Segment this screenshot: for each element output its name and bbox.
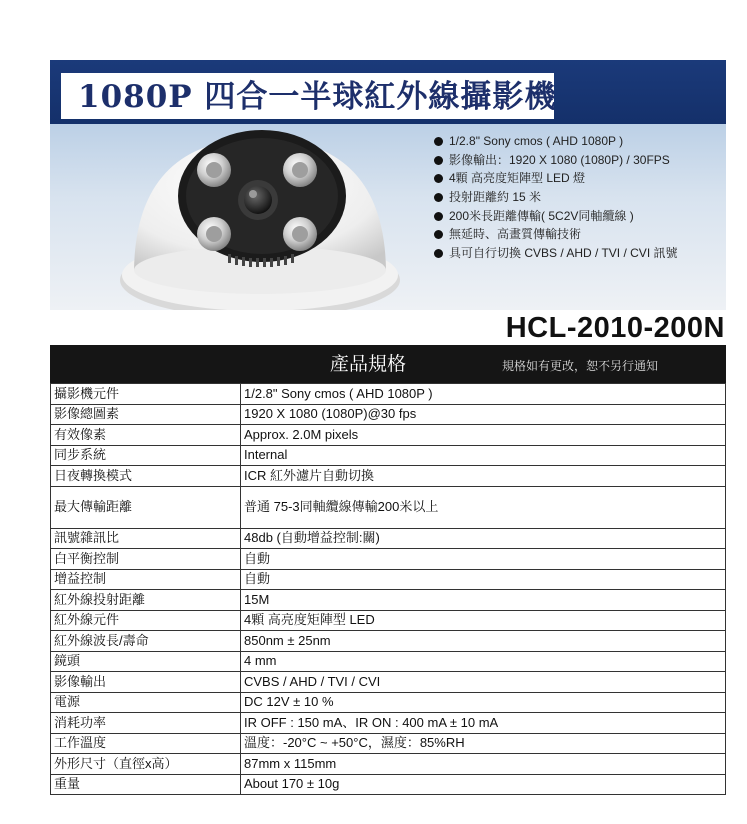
- spec-value: 15M: [241, 590, 726, 611]
- table-row: [51, 713, 726, 734]
- table-row: [51, 486, 726, 528]
- bullet-icon: [434, 230, 443, 239]
- spec-value: 850nm ± 25nm: [241, 631, 726, 652]
- spec-label: 增益控制: [51, 569, 241, 590]
- bullet-icon: [434, 193, 443, 202]
- spec-label: 白平衡控制: [51, 549, 241, 570]
- bullet-icon: [434, 137, 443, 146]
- feature-item: 無延時、高畫質傳輸技術: [434, 225, 734, 244]
- table-row: [51, 692, 726, 713]
- bullet-icon: [434, 249, 443, 258]
- table-row: [51, 404, 726, 425]
- model-number: HCL-2010-200N: [505, 312, 725, 344]
- spec-value: 4顆 高亮度矩陣型 LED: [241, 610, 726, 631]
- table-row: [51, 549, 726, 570]
- spec-label: 鏡頭: [51, 651, 241, 672]
- spec-label: 外形尺寸（直徑x高）: [51, 754, 241, 775]
- table-row: [51, 425, 726, 446]
- bullet-icon: [434, 156, 443, 165]
- spec-value: 48db (自動增益控制:關): [241, 528, 726, 549]
- spec-value: Approx. 2.0M pixels: [241, 425, 726, 446]
- spec-header: [50, 345, 726, 383]
- spec-label: 影像輸出: [51, 672, 241, 693]
- spec-label: 紅外線投射距離: [51, 590, 241, 611]
- spec-label: 紅外線元件: [51, 610, 241, 631]
- spec-value: IR OFF : 150 mA、IR ON : 400 mA ± 10 mA: [241, 713, 726, 734]
- spec-value: 4 mm: [241, 651, 726, 672]
- dome-camera-image: [116, 130, 404, 310]
- spec-label: 消耗功率: [51, 713, 241, 734]
- table-row: [51, 754, 726, 775]
- table-row: [51, 445, 726, 466]
- spec-label: 影像總圖素: [51, 404, 241, 425]
- table-row: [51, 672, 726, 693]
- table-row: [51, 733, 726, 754]
- spec-label: 最大傳輸距離: [51, 486, 241, 528]
- spec-label: 日夜轉換模式: [51, 466, 241, 487]
- spec-value: About 170 ± 10g: [241, 774, 726, 795]
- table-row: [51, 774, 726, 795]
- table-row: [51, 528, 726, 549]
- spec-value: 自動: [241, 549, 726, 570]
- table-row: [51, 631, 726, 652]
- feature-item: 200米長距離傳輸( 5C2V同軸纜線 ): [434, 207, 734, 226]
- spec-value: DC 12V ± 10 %: [241, 692, 726, 713]
- feature-item: 投射距離約 15 米: [434, 188, 734, 207]
- spec-value: 溫度：-20°C ~ +50°C，濕度：85%RH: [241, 733, 726, 754]
- spec-value: 1920 X 1080 (1080P)@30 fps: [241, 404, 726, 425]
- bullet-icon: [434, 174, 443, 183]
- spec-label: 電源: [51, 692, 241, 713]
- spec-value: 1/2.8" Sony cmos ( AHD 1080P ): [241, 384, 726, 405]
- spec-title: 產品規格: [330, 353, 407, 375]
- feature-item: 影像輸出：1920 X 1080 (1080P) / 30FPS: [434, 151, 734, 170]
- spec-value: CVBS / AHD / TVI / CVI: [241, 672, 726, 693]
- spec-value: 普通 75-3同軸纜線傳輸200米以上: [241, 486, 726, 528]
- spec-note: 規格如有更改，恕不另行通知: [502, 359, 659, 373]
- spec-table: [50, 383, 726, 795]
- spec-label: 同步系統: [51, 445, 241, 466]
- spec-value: 自動: [241, 569, 726, 590]
- feature-item: 4顆 高亮度矩陣型 LED 燈: [434, 169, 734, 188]
- spec-value: ICR 紅外濾片自動切換: [241, 466, 726, 487]
- table-row: [51, 466, 726, 487]
- table-row: [51, 384, 726, 405]
- feature-list: [434, 132, 734, 263]
- table-row: [51, 651, 726, 672]
- spec-value: 87mm x 115mm: [241, 754, 726, 775]
- table-row: [51, 569, 726, 590]
- spec-label: 有效像素: [51, 425, 241, 446]
- table-row: [51, 590, 726, 611]
- table-row: [51, 610, 726, 631]
- spec-label: 攝影機元件: [51, 384, 241, 405]
- spec-label: 紅外線波長/壽命: [51, 631, 241, 652]
- feature-item: 具可自行切換 CVBS / AHD / TVI / CVI 訊號: [434, 244, 734, 263]
- spec-value: Internal: [241, 445, 726, 466]
- product-title: 1080P 四合一半球紅外線攝影機: [78, 79, 557, 115]
- bullet-icon: [434, 212, 443, 221]
- spec-label: 工作溫度: [51, 733, 241, 754]
- spec-label: 訊號雜訊比: [51, 528, 241, 549]
- spec-label: 重量: [51, 774, 241, 795]
- feature-item: 1/2.8" Sony cmos ( AHD 1080P ): [434, 132, 734, 151]
